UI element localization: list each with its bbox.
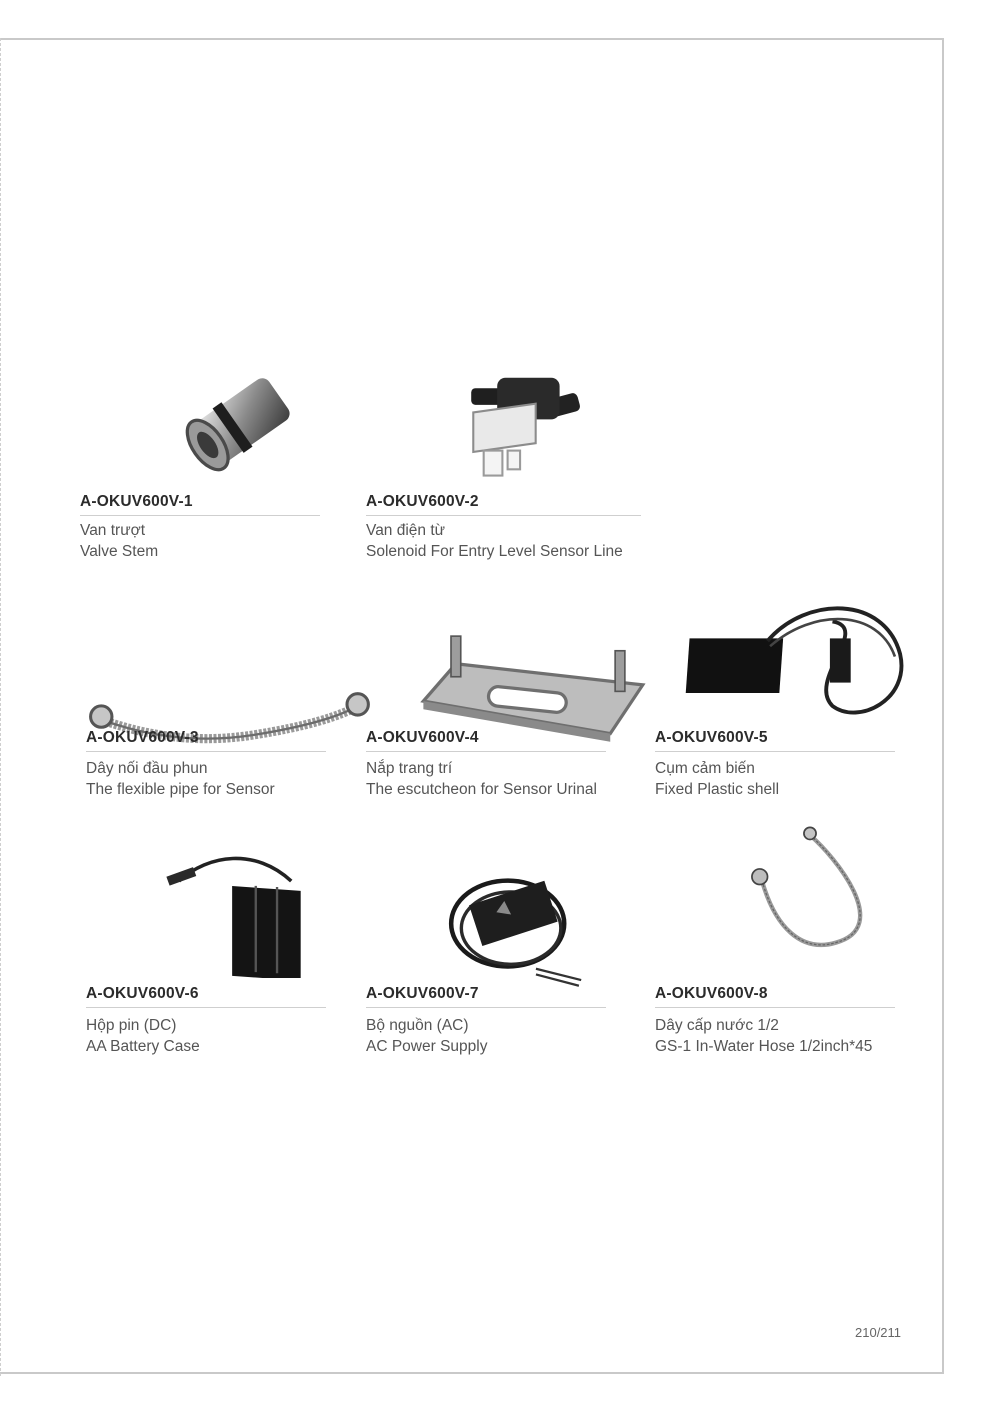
product-code: A-OKUV600V-3 [86, 729, 199, 746]
product-name-vn: Cụm cảm biến [655, 760, 755, 777]
divider [655, 1007, 895, 1008]
product-code: A-OKUV600V-5 [655, 729, 768, 746]
page-edge-dashed-line [0, 38, 1, 1376]
power-supply-image [374, 858, 664, 988]
product-code: A-OKUV600V-2 [366, 493, 479, 510]
valve-stem-image [95, 360, 385, 490]
sensor-module-image [655, 602, 945, 732]
product-name-en: Valve Stem [80, 543, 159, 560]
divider [366, 1007, 606, 1008]
product-name-vn: Van điện từ [366, 522, 446, 539]
product-name-en: The escutcheon for Sensor Urinal [366, 781, 597, 798]
product-name-en: AC Power Supply [366, 1038, 488, 1055]
divider [366, 751, 606, 752]
product-name-en: The flexible pipe for Sensor [86, 781, 275, 798]
product-name-en: GS-1 In-Water Hose 1/2inch*45 [655, 1038, 873, 1055]
battery-case-image [96, 848, 386, 978]
divider [86, 751, 326, 752]
water-hose-image [665, 823, 955, 953]
product-name-en: Fixed Plastic shell [655, 781, 780, 798]
product-name-en: Solenoid For Entry Level Sensor Line [366, 543, 623, 560]
flexible-pipe-image [86, 647, 376, 777]
product-name-vn: Hộp pin (DC) [86, 1017, 177, 1034]
product-code: A-OKUV600V-4 [366, 729, 479, 746]
divider [80, 515, 320, 516]
product-name-vn: Dây nối đầu phun [86, 760, 208, 777]
product-code: A-OKUV600V-1 [80, 493, 193, 510]
product-code: A-OKUV600V-7 [366, 985, 479, 1002]
product-name-vn: Dây cấp nước 1/2 [655, 1017, 779, 1034]
product-name-vn: Bộ nguồn (AC) [366, 1017, 469, 1034]
divider [366, 515, 641, 516]
product-name-en: AA Battery Case [86, 1038, 200, 1055]
product-code: A-OKUV600V-8 [655, 985, 768, 1002]
product-name-vn: Van trượt [80, 522, 146, 539]
page-number: 210/211 [855, 1325, 902, 1340]
solenoid-valve-image [386, 357, 676, 487]
divider [86, 1007, 326, 1008]
product-name-vn: Nắp trang trí [366, 760, 453, 777]
product-code: A-OKUV600V-6 [86, 985, 199, 1002]
divider [655, 751, 895, 752]
